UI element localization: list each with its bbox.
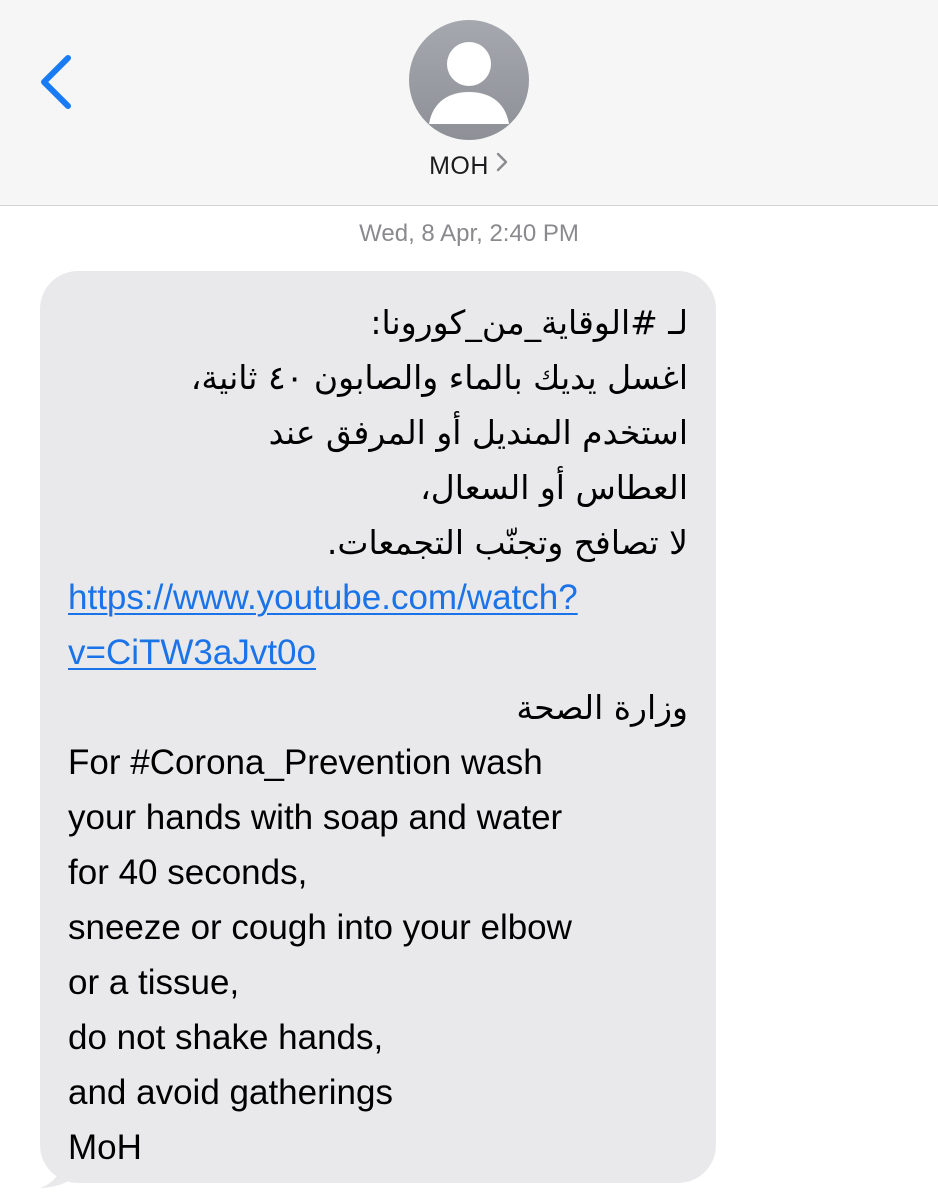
english-line: For #Corona_Prevention wash — [68, 743, 543, 782]
english-line: do not shake hands, — [68, 1018, 384, 1057]
english-line: for 40 seconds, — [68, 853, 308, 892]
contact-name: MOH — [429, 152, 489, 180]
arabic-line: لـ #الوقاية_من_كورونا: — [370, 303, 688, 342]
chevron-right-icon — [495, 151, 509, 180]
arabic-line: اغسل يديك بالماء والصابون ٤٠ ثانية، — [190, 358, 688, 397]
message-timestamp: Wed, 8 Apr, 2:40 PM — [359, 220, 579, 247]
conversation-header — [0, 0, 938, 206]
english-line: or a tissue, — [68, 963, 240, 1002]
arabic-line: استخدم المنديل أو المرفق عند — [268, 413, 688, 452]
person-silhouette-icon — [409, 20, 529, 140]
english-line: and avoid gatherings — [68, 1073, 393, 1112]
arabic-line: لا تصافح وتجنّب التجمعات. — [326, 523, 688, 562]
contact-name-button[interactable] — [0, 152, 938, 181]
chevron-left-icon — [30, 52, 80, 112]
message-bubble[interactable] — [40, 271, 716, 1183]
back-button[interactable] — [30, 52, 80, 112]
english-line: MoH — [68, 1128, 142, 1167]
avatar[interactable] — [409, 20, 529, 140]
youtube-link[interactable]: v=CiTW3aJvt0o — [68, 633, 316, 672]
youtube-link[interactable]: https://www.youtube.com/watch? — [68, 578, 578, 617]
english-line: your hands with soap and water — [68, 798, 563, 837]
english-line: sneeze or cough into your elbow — [68, 908, 572, 947]
signature-arabic: وزارة الصحة — [516, 688, 688, 727]
arabic-line: العطاس أو السعال، — [420, 468, 688, 507]
